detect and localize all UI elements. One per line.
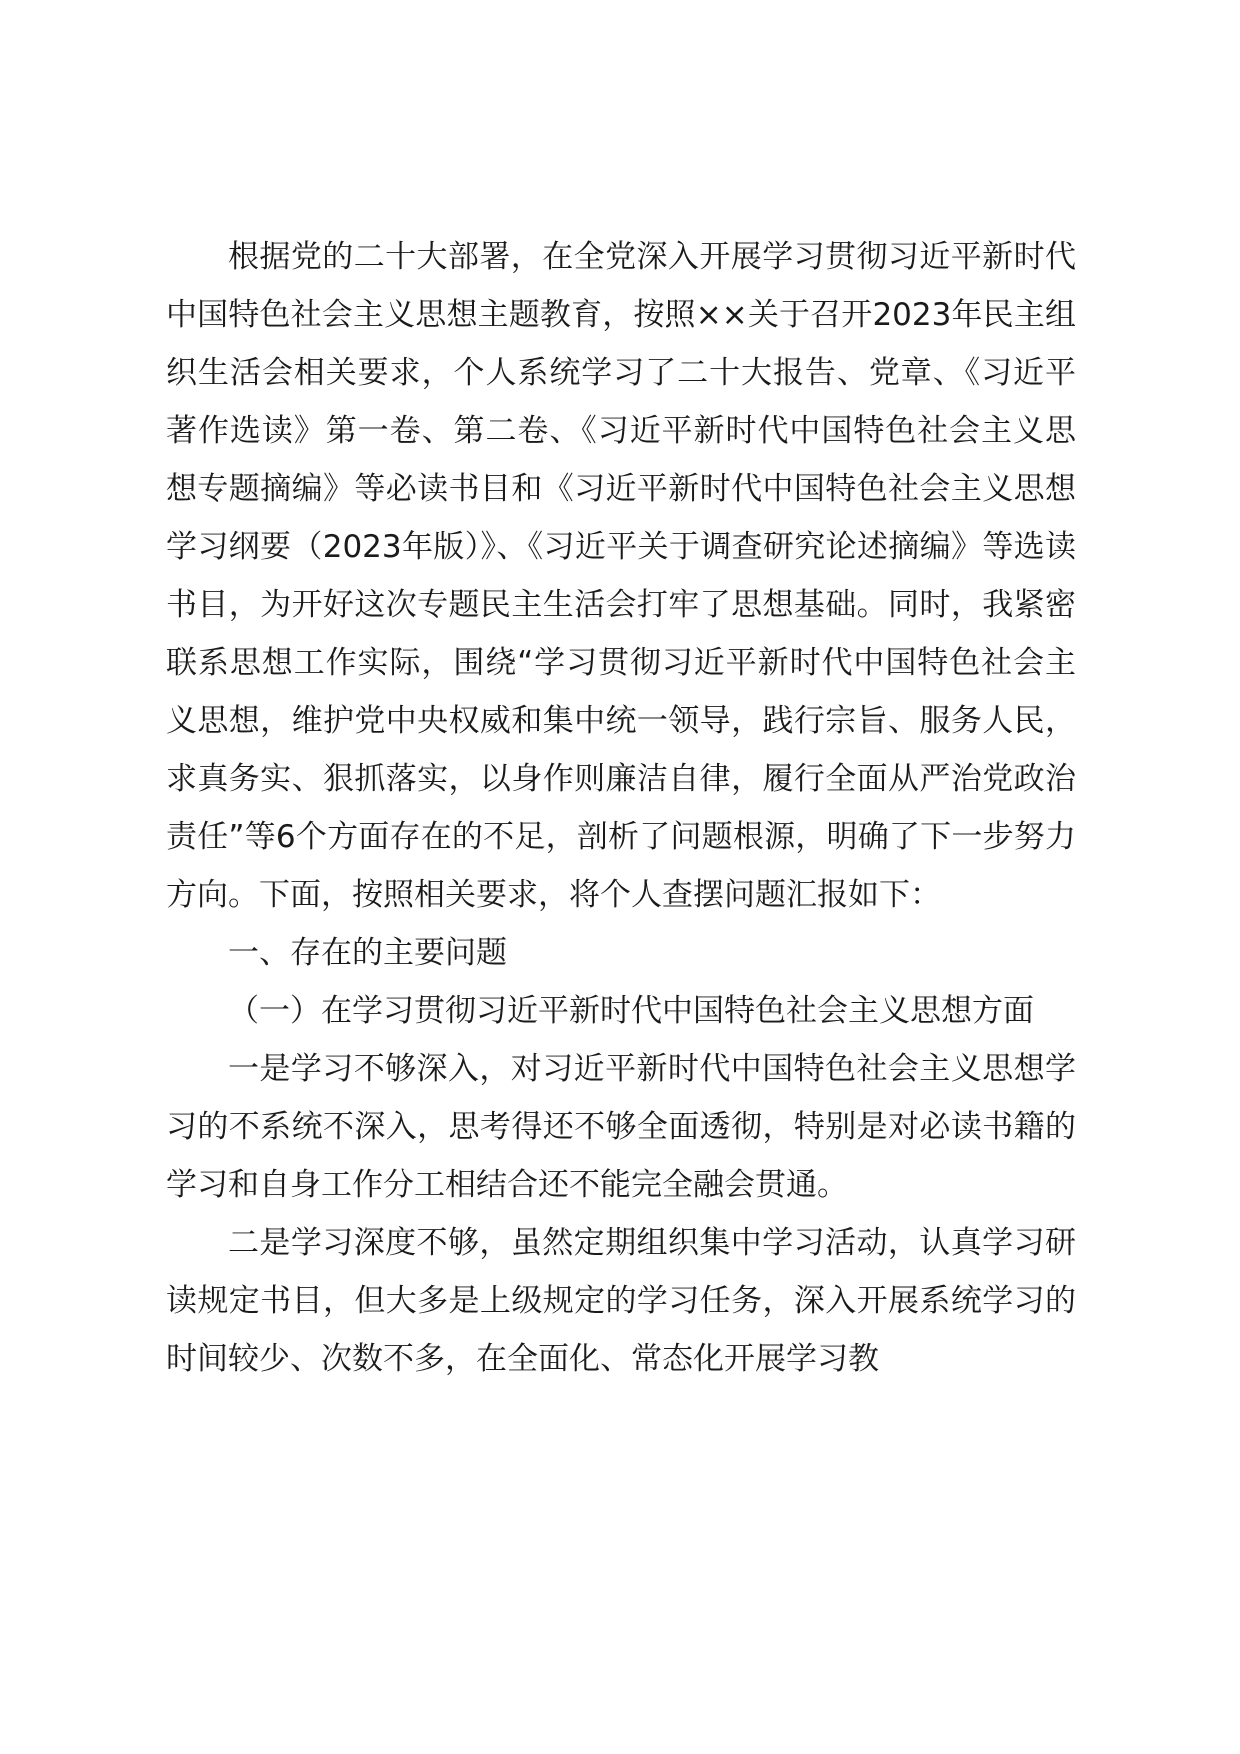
body-paragraph: 二是学习深度不够，虽然定期组织集中学习活动，认真学习研读规定书目，但大多是上级规定的学习任务，深入开展系统学习的时间较少、次数不多，在全面化、常态化开展学习教 bbox=[166, 1225, 1076, 1377]
body-paragraph: 一是学习不够深入，对习近平新时代中国特色社会主义思想学习的不系统不深入，思考得还不够全面透彻，特别是对必读书籍的学习和自身工作分工相结合还不能完全融会贯通。 bbox=[166, 1051, 1076, 1203]
section-heading: 一、存在的主要问题 bbox=[228, 935, 507, 971]
subsection-heading: （一）在学习贯彻习近平新时代中国特色社会主义思想方面 bbox=[228, 993, 1034, 1029]
intro-paragraph: 根据党的二十大部署，在全党深入开展学习贯彻习近平新时代中国特色社会主义思想主题教育，按照××关于召开2023年民主组织生活会相关要求，个人系统学习了二十大报告、党章、《习近平著作选读》第一卷、第二卷、《习近平新时代中国特色社会主义思想专题摘编》等必读书目和《习近平新时代中国特色社会主义思想学习纲要（2023年版）》、《习近平关于调查研究论述摘编》等选读书目，为开好这次专题民主生活会打牢了思想基础。同时，我紧密联系思想工作实际，围绕“学习贯彻习近平新时代中国特色社会主义思想，维护党中央权威和集中统一领导，践行宗旨、服务人民，求真务实、狠抓落实，以身作则廉洁自律，履行全面从严治党政治责任”等6个方面存在的不足，剖析了问题根源，明确了下一步努力方向。下面，按照相关要求，将个人查摆问题汇报如下： bbox=[166, 239, 1076, 913]
document-body bbox=[166, 228, 1076, 1388]
